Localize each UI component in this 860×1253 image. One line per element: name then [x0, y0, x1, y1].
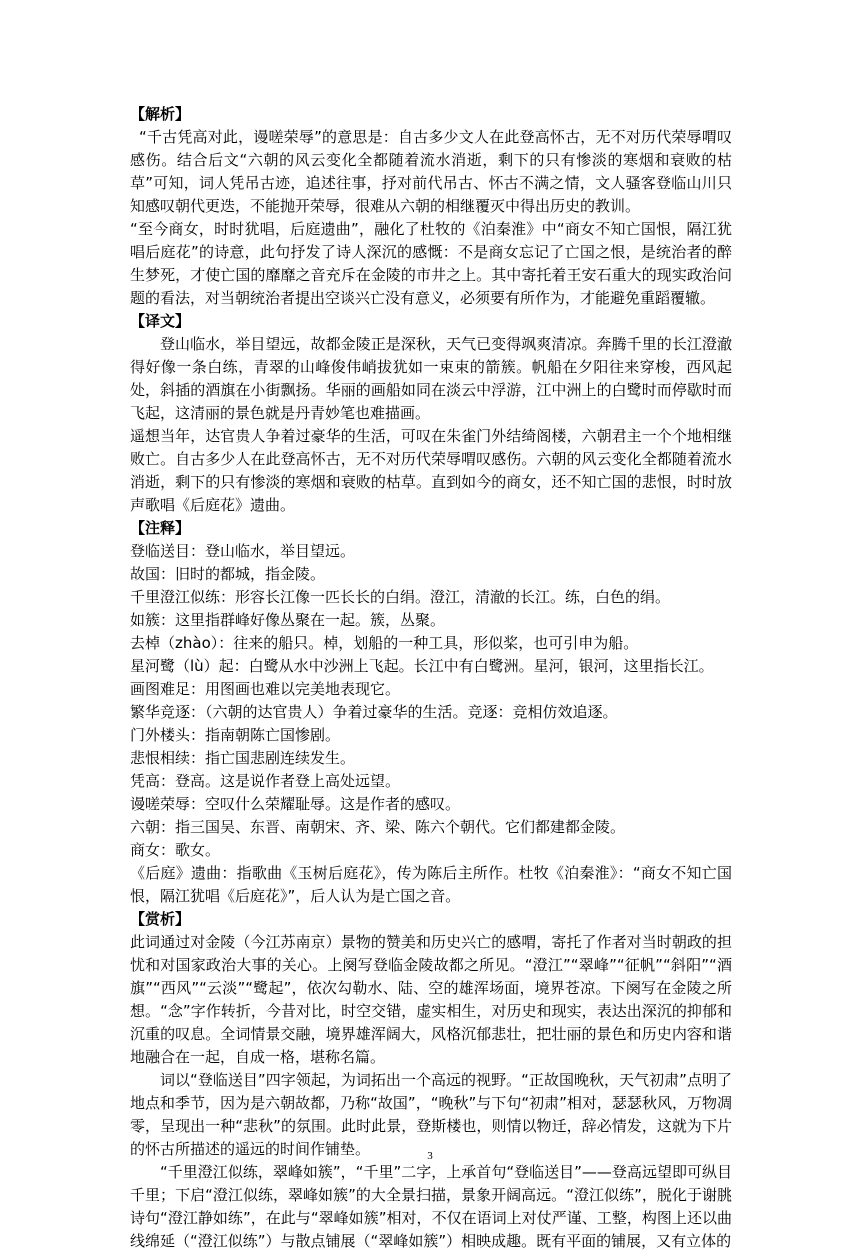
paragraph: 如簇：这里指群峰好像丛聚在一起。簇，丛聚。 — [130, 611, 446, 629]
paragraph: 登临送目：登山临水，举目望远。 — [130, 542, 356, 560]
paragraph: “千里澄江似练，翠峰如簇”，“千里”二字，上承首句“登临送目”——登高远望即可纵目千里；下启“澄江似练，翠峰如簇”的大全景扫描，景象开阔高远。“澄江似练”，脱化于谢朓诗句“澄江静如练”，在此与“翠峰如簇”相对，不仅在语词上对仗严谨、工整，构图上还以曲线绵延（“澄江似练”）与散点铺展（“翠峰如簇”）相映成趣。既有平面的铺展，又有立体的 — [130, 1163, 732, 1250]
paragraph: 画图难足：用图画也难以完美地表现它。 — [130, 680, 401, 698]
paragraph: “千古凭高对此，谩嗟荣辱”的意思是：自古多少文人在此登高怀古，无不对历代荣辱喟叹感伤。结合后文“六朝的风云变化全都随着流水消逝，剩下的只有惨淡的寒烟和衰败的枯草”可知，词人凭吊古迹，追述往事，抒对前代吊古、怀古不满之情，文人骚客登临山川只知感叹朝代更迭，不能抛开荣辱，很难从六朝的相继覆灭中得出历史的教训。 — [130, 128, 732, 215]
paragraph: 千里澄江似练：形容长江像一匹长长的白绢。澄江，清澈的长江。练，白色的绢。 — [130, 588, 671, 606]
paragraph: “至今商女，时时犹唱，后庭遗曲”，融化了杜牧的《泊秦淮》中“商女不知亡国恨，隔江犹唱后庭花”的诗意，此句抒发了诗人深沉的感慨：不是商女忘记了亡国之恨，是统治者的醉生梦死，才使亡国的靡靡之音充斥在金陵的市井之上。其中寄托着王安石重大的现实政治问题的看法，对当朝统治者提出空谈兴亡没有意义，必须要有所作为，才能避免重蹈覆辙。 — [130, 220, 732, 307]
paragraph: 谩嗟荣辱：空叹什么荣耀耻辱。这是作者的感叹。 — [130, 795, 461, 813]
page-number: 3 — [427, 1150, 433, 1162]
section-heading: 【注释】 — [130, 519, 191, 537]
paragraph: 登山临水，举目望远，故都金陵正是深秋，天气已变得飒爽清凉。奔腾千里的长江澄澈得好像一条白练，青翠的山峰俊伟峭拔犹如一束束的箭簇。帆船在夕阳往来穿梭，西风起处，斜插的酒旗在小街飘扬。华丽的画船如同在淡云中浮游，江中洲上的白鹭时而停歇时而飞起，这清丽的景色就是丹青妙笔也难描画。 — [130, 335, 732, 422]
paragraph: 《后庭》遗曲：指歌曲《玉树后庭花》，传为陈后主所作。杜牧《泊秦淮》：“商女不知亡国恨，隔江犹唱《后庭花》”，后人认为是亡国之音。 — [130, 864, 732, 905]
section-heading: 【解析】 — [130, 105, 191, 123]
paragraph: 繁华竞逐：（六朝的达官贵人）争着过豪华的生活。竞逐：竞相仿效追逐。 — [130, 703, 618, 721]
paragraph: 商女：歌女。 — [130, 841, 221, 859]
paragraph: 此词通过对金陵（今江苏南京）景物的赞美和历史兴亡的感喟，寄托了作者对当时朝政的担忧和对国家政治大事的关心。上阕写登临金陵故都之所见。“澄江”“翠峰”“征帆”“斜阳”“酒旗”“西风”“云淡”“鹭起”，依次勾勒水、陆、空的雄浑场面，境界苍凉。下阕写在金陵之所想。“念”字作转折，今昔对比，时空交错，虚实相生，对历史和现实，表达出深沉的抑郁和沉重的叹息。全词情景交融，境界雄浑阔大，风格沉郁悲壮，把壮丽的景色和历史内容和谐地融合在一起，自成一格，堪称名篇。 — [130, 933, 732, 1066]
paragraph: 故国：旧时的都城，指金陵。 — [130, 565, 326, 583]
paragraph: 六朝：指三国吴、东晋、南朝宋、齐、梁、陈六个朝代。它们都建都金陵。 — [130, 818, 626, 836]
paragraph: 门外楼头：指南朝陈亡国惨剧。 — [130, 726, 341, 744]
section-heading: 【赏析】 — [130, 910, 191, 928]
section-heading: 【译文】 — [130, 312, 191, 330]
paragraph: 去棹（zhào）：往来的船只。棹，划船的一种工具，形似桨，也可引申为船。 — [130, 634, 639, 652]
paragraph: 凭高：登高。这是说作者登上高处远望。 — [130, 772, 401, 790]
paragraph: 遥想当年，达官贵人争着过豪华的生活，可叹在朱雀门外结绮阁楼，六朝君主一个个地相继败亡。自古多少人在此登高怀古，无不对历代荣辱喟叹感伤。六朝的风云变化全都随着流水消逝，剩下的只有惨淡的寒烟和衰败的枯草。直到如今的商女，还不知亡国的悲恨，时时放声歌唱《后庭花》遗曲。 — [130, 427, 732, 514]
document-body — [130, 103, 732, 1253]
paragraph: 词以“登临送目”四字领起，为词拓出一个高远的视野。“正故国晚秋，天气初肃”点明了地点和季节，因为是六朝故都，乃称“故国”，“晚秋”与下句“初肃”相对，瑟瑟秋风，万物凋零，呈现出一种“悲秋”的氛围。此时此景，登斯楼也，则情以物迁，辞必情发，这就为下片的怀古所描述的遥远的时间作铺垫。 — [130, 1071, 732, 1158]
paragraph: 星河鹭（lù）起：白鹭从水中沙洲上飞起。长江中有白鹭洲。星河，银河，这里指长江。 — [130, 657, 714, 675]
document-page — [130, 103, 732, 1253]
paragraph: 悲恨相续：指亡国悲剧连续发生。 — [130, 749, 356, 767]
